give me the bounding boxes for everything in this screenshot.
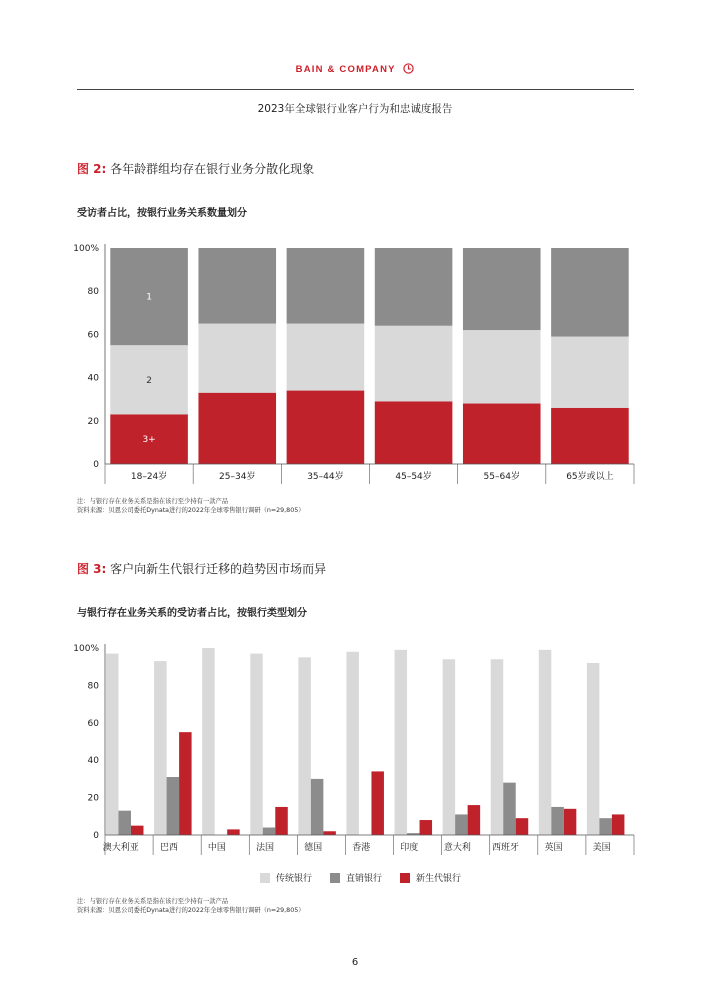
bar [564, 809, 577, 835]
legend-swatch-neobank [400, 873, 410, 883]
figure-3-notes [77, 897, 305, 915]
x-tick-label: 45–54岁 [395, 472, 432, 482]
bar [131, 826, 144, 835]
y-tick-label: 40 [87, 756, 99, 767]
figure-3-legend [260, 871, 479, 884]
y-tick-label: 60 [87, 718, 99, 729]
legend-item-traditional [260, 871, 312, 884]
bar [503, 783, 516, 835]
bar [599, 818, 612, 835]
bar [395, 650, 408, 835]
bar [420, 820, 433, 835]
x-tick-label: 法国 [256, 843, 275, 853]
bar [468, 805, 481, 835]
x-tick-label: 65岁或以上 [566, 472, 614, 482]
segment-label: 1 [146, 292, 152, 303]
bar [298, 657, 311, 835]
x-tick-label: 中国 [207, 843, 226, 853]
bar [371, 771, 384, 835]
legend-swatch-direct [330, 873, 340, 883]
bar [612, 814, 625, 835]
bar [250, 654, 262, 835]
x-tick-label: 意大利 [443, 843, 471, 853]
y-tick-label: 0 [93, 831, 99, 841]
x-tick-label: 美国 [592, 843, 611, 853]
y-tick-label: 80 [87, 681, 99, 692]
x-tick-label: 巴西 [159, 843, 178, 853]
figure-3-source: 资料来源：贝恩公司委托Dynata进行的2022年全球零售银行调研（n=29,805） [77, 907, 305, 914]
y-tick-label: 100% [73, 644, 99, 654]
bar [516, 818, 529, 835]
legend-label-direct: 直销银行 [346, 874, 383, 884]
bar [491, 659, 504, 835]
x-tick-label: 35–44岁 [307, 472, 344, 482]
y-tick-label: 20 [87, 793, 99, 804]
legend-label-neobank: 新生代银行 [416, 874, 462, 884]
x-tick-label: 英国 [544, 843, 563, 853]
bar [311, 779, 324, 835]
segment-label: 3+ [142, 435, 156, 446]
y-tick-label: 100% [73, 244, 99, 254]
x-tick-label: 55–64岁 [483, 472, 520, 482]
x-tick-label: 香港 [352, 843, 371, 853]
y-tick-label: 60 [87, 330, 99, 341]
bar [106, 654, 119, 835]
bar [179, 732, 192, 835]
x-tick-label: 25–34岁 [219, 472, 256, 482]
brand-name: BAIN & COMPANY [295, 64, 396, 75]
legend-label-traditional: 传统银行 [276, 874, 313, 884]
figure-2-source: 资料来源：贝恩公司委托Dynata进行的2022年全球零售银行调研（n=29,805） [77, 507, 305, 514]
bar [587, 663, 600, 835]
figure-3-subtitle: 与银行存在业务关系的受访者占比，按银行类型划分 [77, 608, 307, 619]
bar [539, 650, 552, 835]
figure-2-number: 图 2: [77, 162, 107, 176]
bar [346, 652, 359, 835]
x-tick-label: 澳大利亚 [102, 843, 139, 853]
bar [551, 807, 564, 835]
figure-3-heading: 客户向新生代银行迁移的趋势因市场而异 [110, 562, 327, 576]
bar [323, 831, 336, 835]
bar [455, 814, 468, 835]
y-tick-label: 80 [87, 287, 99, 298]
x-tick-label: 德国 [304, 843, 323, 853]
y-tick-label: 20 [87, 416, 99, 427]
bar [167, 777, 180, 835]
bar [154, 661, 167, 835]
figure-3-number: 图 3: [77, 562, 107, 576]
x-tick-label: 18–24岁 [130, 472, 168, 482]
x-tick-label: 印度 [400, 843, 419, 853]
legend-swatch-traditional [260, 873, 270, 883]
legend-item-direct [330, 871, 382, 884]
figure-3-note: 注：与银行存在业务关系是指在该行至少持有一款产品 [77, 898, 229, 905]
segment-label: 2 [146, 375, 152, 386]
bar [275, 807, 288, 835]
figure-2-note: 注：与银行存在业务关系是指在该行至少持有一款产品 [77, 498, 229, 505]
bar [202, 648, 215, 835]
bar [263, 828, 276, 835]
bar [443, 659, 456, 835]
figure-2-subtitle: 受访者占比，按银行业务关系数量划分 [77, 208, 247, 219]
figure-2-heading: 各年龄群组均存在银行业务分散化现象 [110, 162, 315, 176]
bar [227, 829, 240, 835]
y-tick-label: 0 [93, 460, 99, 470]
y-tick-label: 40 [87, 373, 99, 384]
x-tick-label: 西班牙 [491, 843, 519, 853]
bar [119, 811, 132, 835]
legend-item-neobank [400, 871, 461, 884]
page-number: 6 [351, 957, 359, 968]
report-title: 2023年全球银行业客户行为和忠诚度报告 [257, 103, 453, 115]
